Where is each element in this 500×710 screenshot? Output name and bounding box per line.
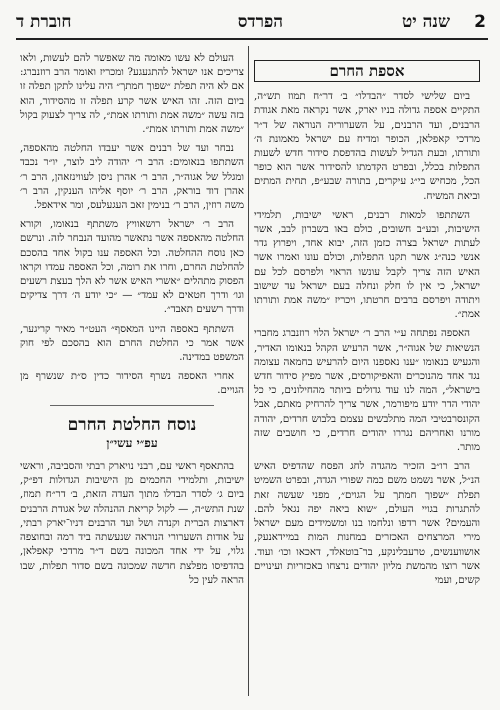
paragraph: השתתף באספה היינו המאסף״ העט״ר מאיר קריגער, אשר אמר כי החלטת החרם הוא בהסכם לפי חוק המשפט במדינה. — [20, 323, 244, 364]
paragraph: אחרי האספה נשרף הסידור כדין ס״ת שנשרף מן הגויים. — [20, 371, 244, 397]
issue-label: חוברת ד — [16, 12, 72, 32]
paragraph: האספה נפתחה ע״י הרב ר׳ ישראל הלוי רוזנברג מחברי הנשיאות של אגוה״ר, אשר הרעיש הקהל בנאומו האדיר, והגעיש בנאומו ״ענו נאספנו היום להרעיש בחמאה עצומה נגד אחד מהנוכרים והאפיקורסים, אשר מפיץ סידור חדש בישראל״, המה לנו עוד גדולים ביותר מהחילונים, כי כל יהודי הדר יודע מיפורמר, אשר צריך להרחיק מאתם, אבל הקונסרבטיבי המה מתלבשים עצמם בלבוש חרדים, יהודה מורנו ואחריהם נגררו יהודים חרדים, כי חושבים שזה מותר. — [254, 328, 480, 454]
page-number: 2 — [474, 12, 486, 32]
paragraph: ביום שלישי לסדר ״הבדלו״ ב׳ דר״ח תמוז תש״ה, התקיים אספה גדולה בניו יארק, אשר נקראה מאת אגודת הרבנים, ועד הרבנים, על השערוריה הנוראה של ד״ר מרדכי קאפלאן, הכופר ומדיח עם ישראל מאמונת ה׳ ותורתו, ובעת הגדיל לעשות בהדפסת סידור חדש לשעות התפלות בכלל, ובפרט הקדמתו להסידור אשר הוא כופר הכל, מכחיש בי״ג עיקרים, בתורה שבע״פ, תחית המתים וביאת המשיח. — [254, 91, 480, 202]
paragraph: השתתפו למאות רבנים, ראשי ישיבות, תלמידי הישיבות, ובע״ב חשובים, כולם באו בשברון לבב, אשר לעתות ישראל בצרה כזמן הזה, יבוא אחד, ויפרוץ גדר אנשי כנה״ג אשר תקנו התפלות, וכולם עונו ואמרו אשר האיש הזה צריך לקבל עונשו הראוי ולפרסם לכל עם ישראל, כי אין לו חלק ונחלה בעם ישראל עד שישוב ויתודה ויפרסם ברבים חרטתו, ויכריז ״משה אמת ותורתו אמת״. — [254, 209, 480, 321]
paragraph: נבחר ועד של רבנים אשר יעבדו החלטה מהאספה, השתתפו בנאומים: הרב ר׳ יהודה ליב לוצר, יו״ר נכבד ומגלל של אגוה״ר, הרב ר׳ אהרן ניסן לעווינזאהן, הרב ר׳ אהרן דוד בוראק, הרב ר׳ יוסף אליהו הענקין, הרב ר׳ משה רוזין, הרב ר׳ בנימין זאב העגעלעס, ומר אידאפל. — [20, 143, 244, 212]
header-rule — [16, 38, 488, 40]
paragraph: העולם לא עשו מאומה מה שאפשר להם לעשות, ולאו צריכים אנו ישראל להתגעגע? ומכריז ואומר הרב רוזנברג: אם לא היה תפלת ״שפוך חמתך״ היה עלינו לתקן תפלה זו ביום הזה. זהו האיש אשר קרע תפלה זו מהסידור, הוא בזה עשה ״משה אמת ותורתו אמת״, לה צריך לצעוק בקול ״משה אמת ותורתו אמת״. — [19, 53, 244, 136]
section-title: נוסח החלטת החרם — [67, 414, 197, 435]
right-column — [254, 56, 480, 593]
section-subtitle: עפ״י עשי״ן — [106, 435, 158, 450]
article-title: אספת החרם — [254, 60, 480, 82]
left-column — [20, 52, 244, 593]
page-header — [16, 6, 488, 40]
paragraph: בהתאסף ראשי עם, רבני נויארק רבתי והסביבה, וראשי ישיבות, ותלמידי החכמים מן הישיבות הגדולות דפ״ק, ביום ג׳ לסדר הבדלו מתוך העדה הזאת, ב׳ דר״ח תמוז, שנת התש״ה, — לקול קריאת ההנהלה של אגודת הרבנים דארצות הברית וקנדה ושל ועד הרבנים דניו־יארק רבתי, על אודות השערורי הנוראה שנעשתה ביד רמה ובחוצפה גלוי, על ידי אחד המכונה בשם ד״ר מרדכי קאפלאן, בהדפיסו מפלצת חדשה שמכונה בשם סדור תפלות, שבו הראה לעין כל — [20, 461, 244, 586]
paragraph: הרב ר׳ ישראל רושאוויץ משתתף בנאומו, וקורא החלטה מהאספה אשר נתאשר מהועד הנבחר לזה. ונרשם כאן נוסח ההחלטה. וכל האספה ענו בקול אחד בהסכם להחלטת החרם, וחרו את רומה, וכל האספה עמדו וקראו הפסוק מתהלים ״אשרי האיש אשר לא הלך בעצת רשעים וגו׳ ודרך חטאים לא עמד״ — ״כי יודע ה׳ דרך צדיקים ודרך רשעים תאבד״. — [19, 219, 244, 316]
column-divider — [248, 46, 249, 696]
paragraph: הרב רו״ב הזכיר מהגדה לחג הפסח שהדפיס האיש הנ״ל, אשר נשמט משם כמה שפורי הגדה, ובפרט השמיט תפלת ״שפוך חמתך על הגוים״, מפני שעשה זאת להתגרות בגויי העולם, ״שוא ביאה יפה נגאל להם. והעמים? אשר רדפו ונלחמו בנו ומשמידים מעם ישראל מירי המרצחים האכזרים במחנות המות במיידאנעק, אושווענשים, טרעבלינקע, בר־בוטאלד, דאכאו וכו׳ ועוד. אשר רוצו מהמשת מליון יהודים נרצחו באכזריות ועינויים קשים, ועמי — [254, 461, 480, 586]
journal-name: הפרדס — [237, 12, 283, 32]
section-divider — [50, 405, 214, 406]
volume-label: שנה יט — [402, 12, 450, 32]
